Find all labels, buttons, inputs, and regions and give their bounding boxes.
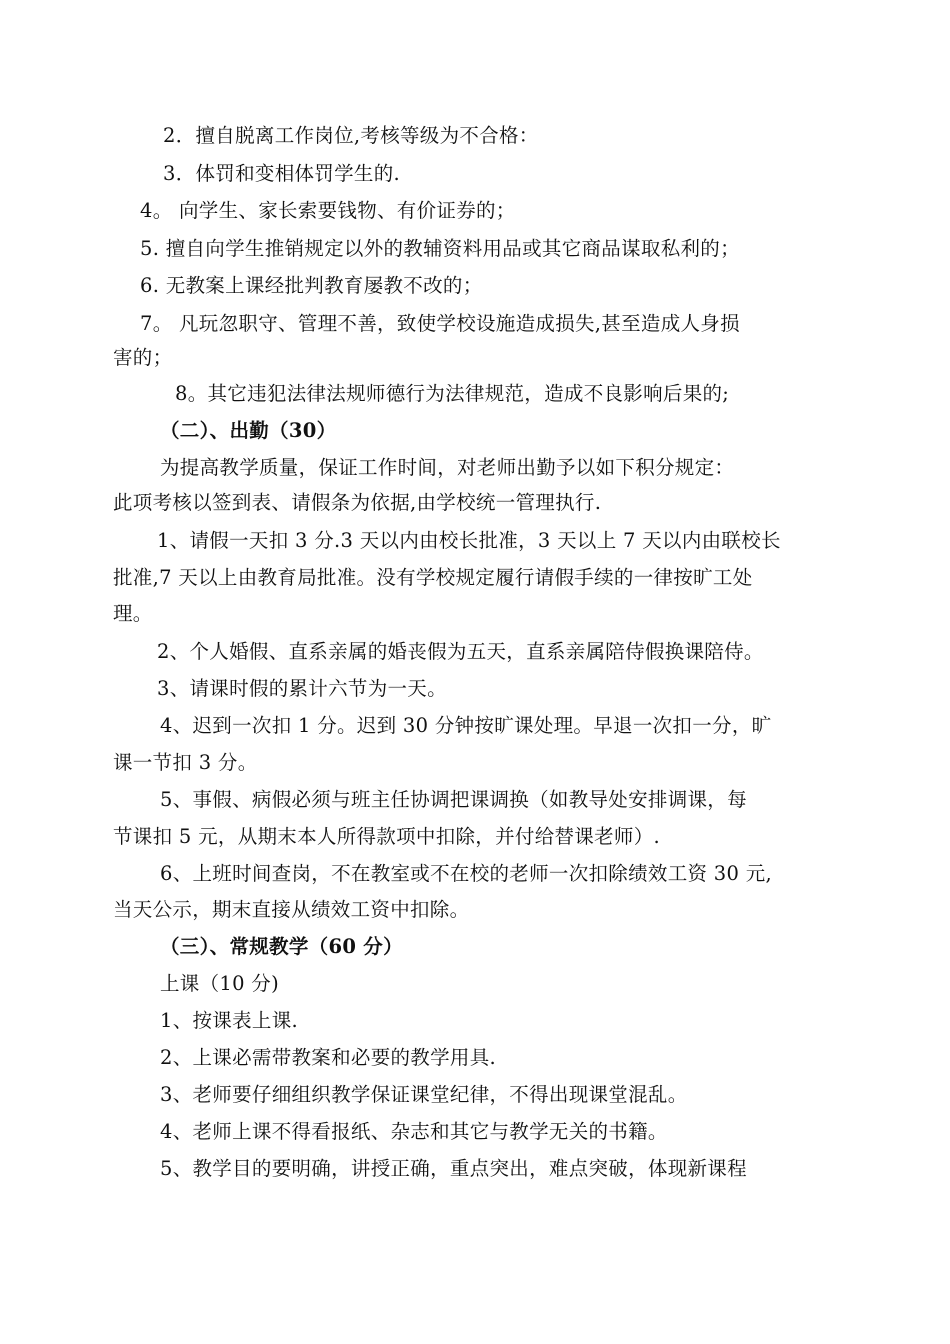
text-line-5: 6. 无教案上课经批判教育屡教不改的；	[140, 274, 483, 297]
text-line-20: 节课扣 5 元，从期末本人所得款项中扣除，并付给替课老师）.	[113, 825, 661, 848]
text-line-25: 1、按课表上课.	[160, 1009, 299, 1032]
text-line-15: 2、个人婚假、直系亲属的婚丧假为五天，直系亲属陪侍假换课陪侍。	[157, 640, 764, 663]
text-line-12: 1、请假一天扣 3 分.3 天以内由校长批准，3 天以上 7 天以内由联校长	[157, 529, 781, 552]
subheading-class: 上课（10 分)	[160, 972, 280, 995]
section-heading-teaching: （三）、常规教学（60 分）	[160, 935, 403, 958]
text-line-4: 5. 擅自向学生推销规定以外的教辅资料用品或其它商品谋取私利的；	[140, 237, 740, 260]
text-line-3: 4。 向学生、家长索要钱物、有价证券的；	[140, 199, 516, 222]
text-line-21: 6、上班时间查岗，不在教室或不在校的老师一次扣除绩效工资 30 元,	[160, 862, 773, 885]
text-line-8: 8。其它违犯法律法规师德行为法律规范，造成不良影响后果的;	[175, 382, 730, 405]
text-line-18: 课一节扣 3 分。	[113, 751, 258, 774]
text-line-2: 3．体罚和变相体罚学生的.	[163, 162, 401, 185]
text-line-11: 此项考核以签到表、请假条为依据,由学校统一管理执行.	[113, 491, 602, 514]
text-line-28: 4、老师上课不得看报纸、杂志和其它与教学无关的书籍。	[160, 1120, 668, 1143]
text-line-27: 3、老师要仔细组织教学保证课堂纪律，不得出现课堂混乱。	[160, 1083, 688, 1106]
text-line-7: 害的；	[113, 346, 173, 369]
text-line-16: 3、请课时假的累计六节为一天。	[157, 677, 447, 700]
text-line-10: 为提高教学质量，保证工作时间，对老师出勤予以如下积分规定：	[160, 456, 735, 479]
text-line-22: 当天公示，期末直接从绩效工资中扣除。	[113, 898, 470, 921]
text-line-19: 5、事假、病假必须与班主任协调把课调换（如教导处安排调课，每	[160, 788, 747, 811]
text-line-14: 理。	[113, 602, 153, 625]
text-line-13: 批准,7 天以上由教育局批准。没有学校规定履行请假手续的一律按旷工处	[113, 566, 753, 589]
text-line-17: 4、迟到一次扣 1 分。迟到 30 分钟按旷课处理。早退一次扣一分，旷	[160, 714, 772, 737]
text-line-1: 2．擅自脱离工作岗位,考核等级为不合格：	[163, 124, 539, 147]
text-line-26: 2、上课必需带教案和必要的教学用具.	[160, 1046, 497, 1069]
section-heading-attendance: （二）、出勤（30）	[160, 419, 337, 442]
text-line-29: 5、教学目的要明确，讲授正确，重点突出，难点突破，体现新课程	[160, 1157, 747, 1180]
text-line-6: 7。 凡玩忽职守、管理不善，致使学校设施造成损失,甚至造成人身损	[140, 312, 740, 335]
